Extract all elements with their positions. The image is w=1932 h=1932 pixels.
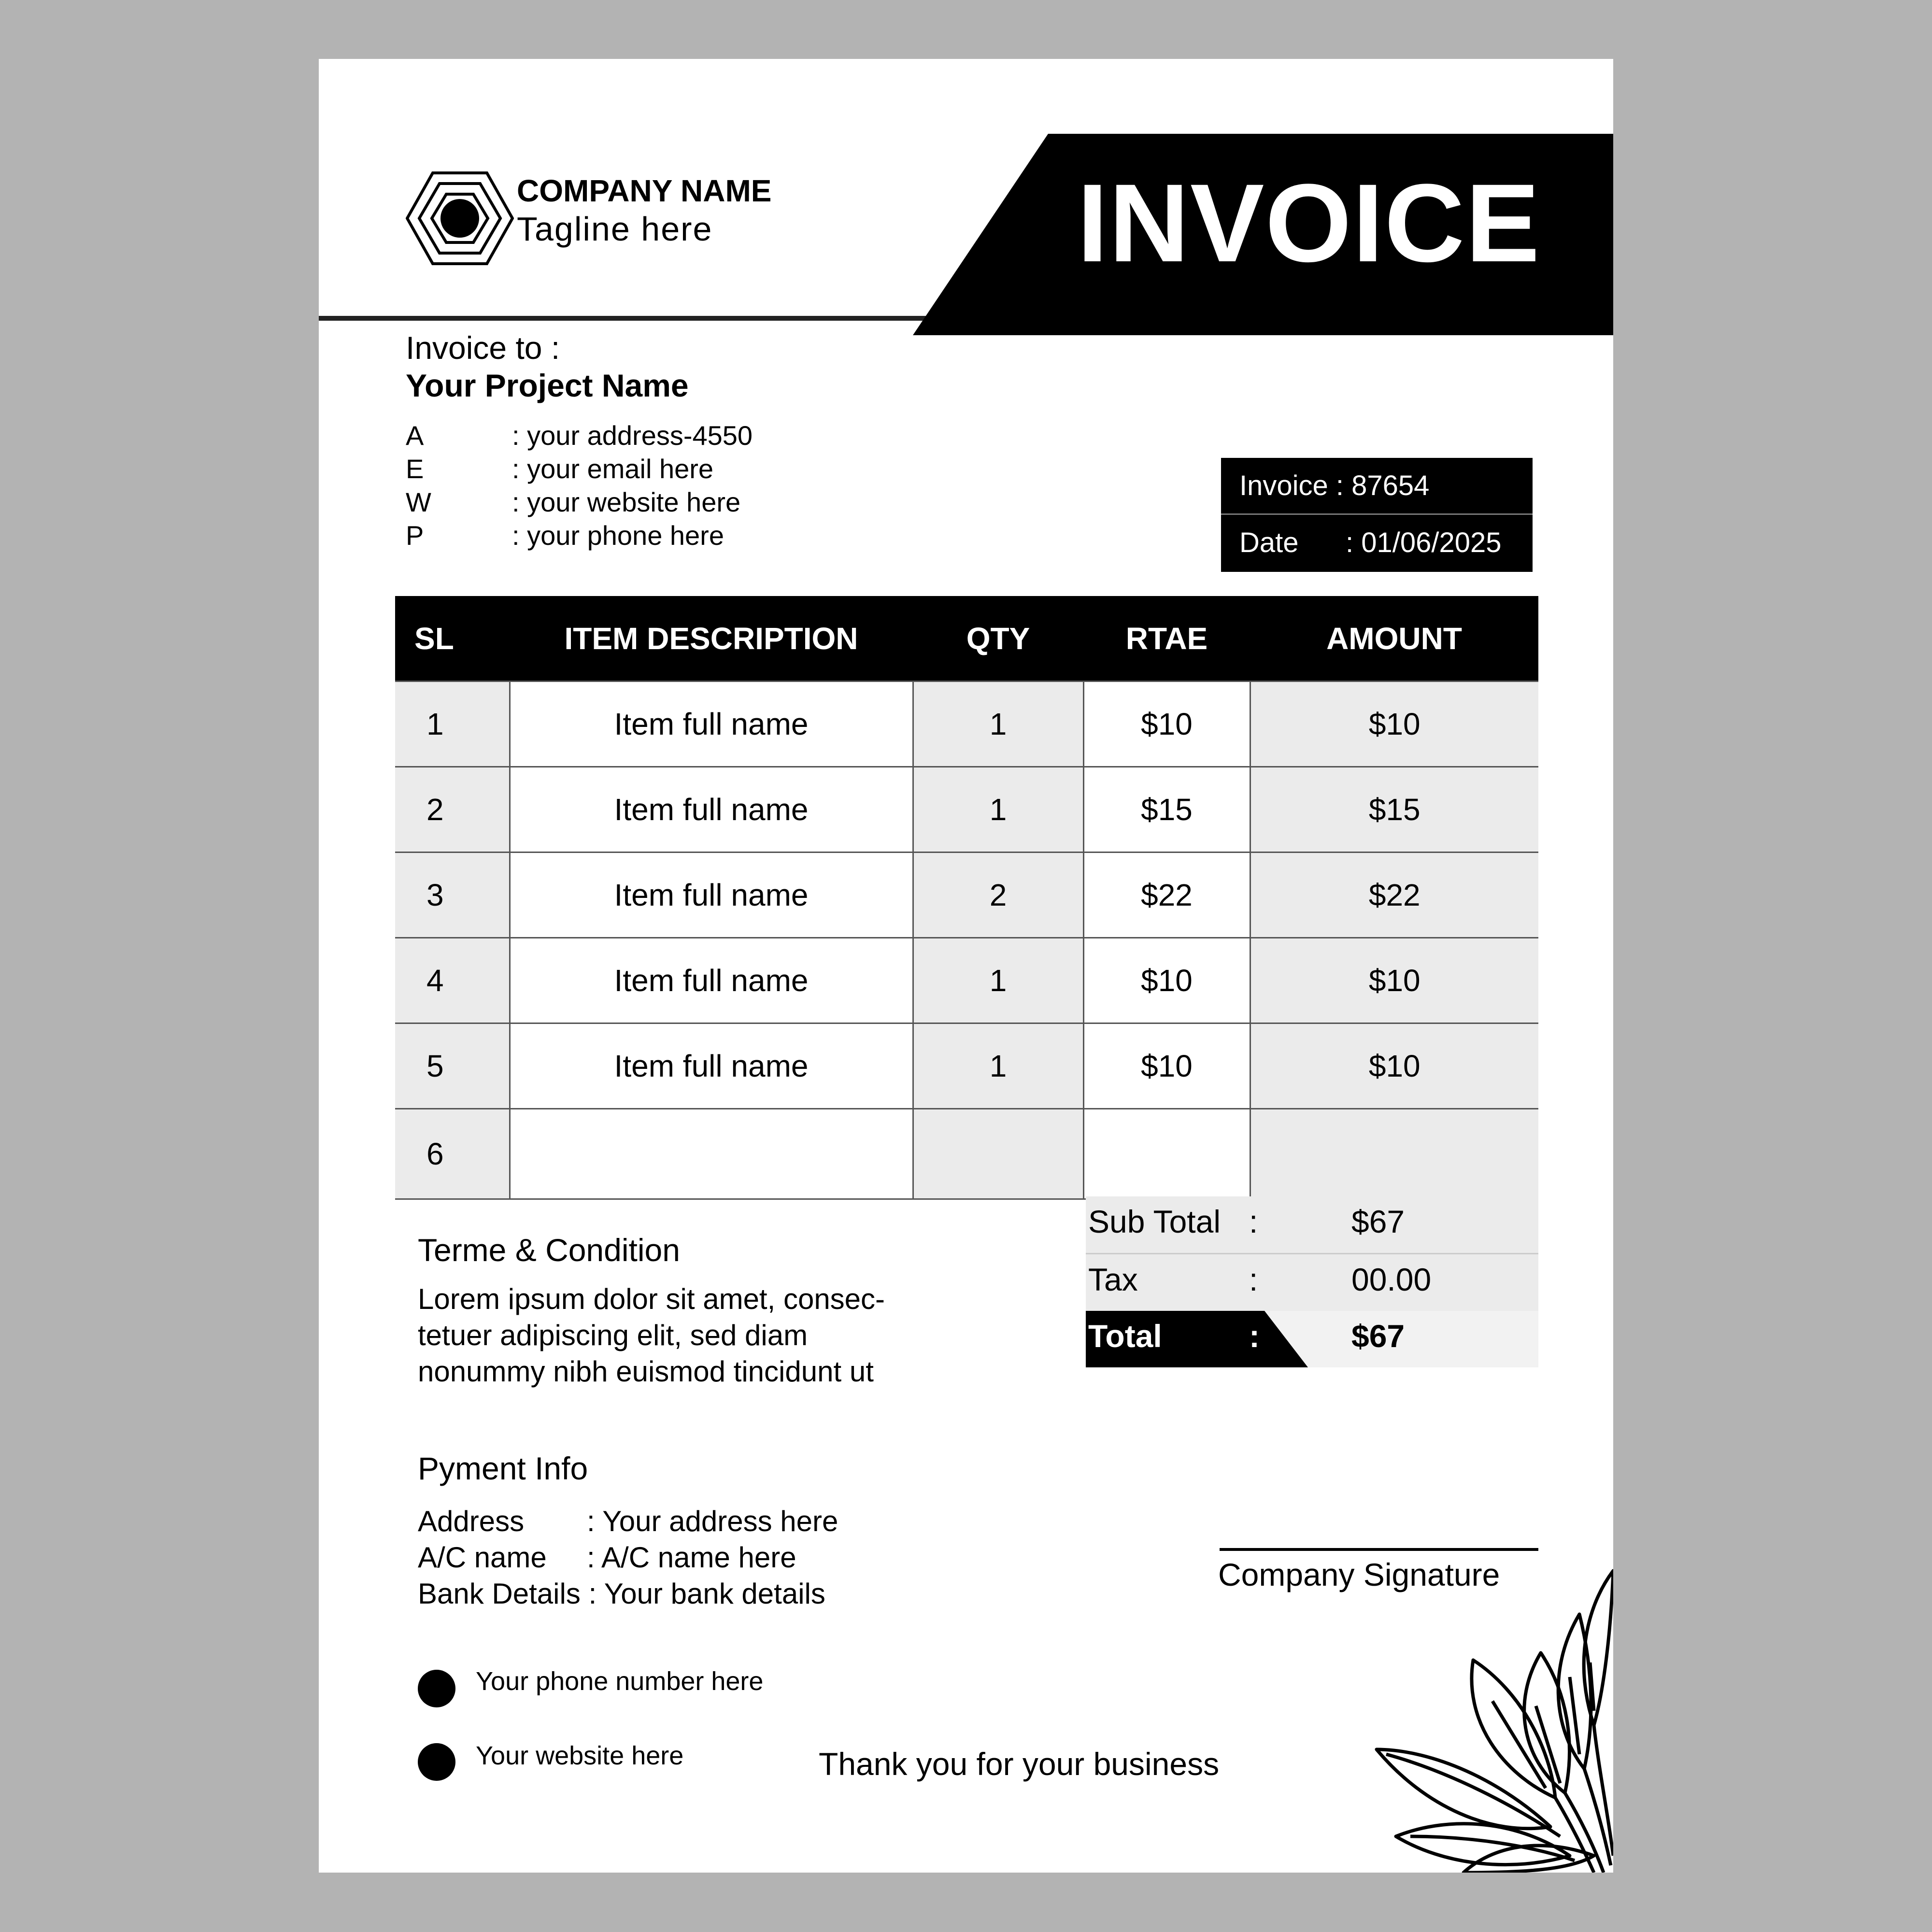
contact-row-email [406, 452, 753, 485]
cell-qty: 1 [913, 938, 1083, 1023]
contact-row-phone [406, 519, 753, 552]
tax-value: 00.00 [1351, 1262, 1432, 1297]
tax-colon: : [1249, 1262, 1258, 1297]
signature-line [1220, 1548, 1538, 1551]
cell-description: Item full name [510, 1023, 913, 1109]
cell-qty: 2 [913, 852, 1083, 938]
items-table [395, 596, 1538, 1200]
contact-value: : your phone here [512, 520, 724, 551]
table-row [395, 938, 1538, 1023]
cell-qty [913, 1109, 1083, 1199]
header-divider [319, 316, 927, 321]
payment-key: A/C name [418, 1541, 547, 1574]
payment-value: : A/C name here [587, 1541, 796, 1574]
invoice-date-label: Date [1239, 527, 1299, 558]
total-colon: : [1249, 1318, 1260, 1354]
contact-key: W [406, 487, 431, 517]
cell-sl: 6 [395, 1109, 510, 1199]
payment-value: : Your bank details [588, 1577, 825, 1610]
website-bullet-icon [418, 1743, 455, 1781]
invoice-date: : 01/06/2025 [1346, 527, 1502, 558]
contact-value: : your email here [512, 454, 714, 484]
cell-rate: $10 [1083, 1023, 1250, 1109]
terms-line: tetuer adipiscing elit, sed diam [418, 1319, 808, 1351]
terms-text [418, 1281, 885, 1390]
terms-title: Terme & Condition [418, 1232, 680, 1268]
invoice-date-row [1221, 513, 1533, 570]
contact-key: P [406, 520, 424, 551]
contact-key: A [406, 420, 424, 451]
company-name: COMPANY NAME [517, 173, 772, 208]
invoice-title: INVOICE [1077, 161, 1541, 285]
cell-amount: $15 [1250, 767, 1538, 852]
payment-value: : Your address here [587, 1505, 838, 1537]
cell-description: Item full name [510, 938, 913, 1023]
tax-label: Tax [1088, 1262, 1138, 1297]
payment-info [418, 1503, 838, 1612]
invoice-page [319, 59, 1613, 1873]
table-row [395, 682, 1538, 767]
payment-row-address [418, 1503, 838, 1539]
total-label: Total [1088, 1318, 1162, 1354]
cell-rate: $22 [1083, 852, 1250, 938]
payment-key: Bank Details [418, 1577, 581, 1610]
payment-row-ac-name [418, 1539, 838, 1576]
cell-amount: $10 [1250, 682, 1538, 767]
cell-rate: $15 [1083, 767, 1250, 852]
cell-amount [1250, 1109, 1538, 1199]
subtotal-colon: : [1249, 1204, 1258, 1239]
payment-info-title: Pyment Info [418, 1450, 588, 1486]
cell-amount: $22 [1250, 852, 1538, 938]
cell-rate [1083, 1109, 1250, 1199]
subtotal-row [1086, 1196, 1538, 1253]
payment-key: Address [418, 1505, 525, 1537]
invoice-number-label: Invoice : [1239, 470, 1344, 501]
bill-to-name: Your Project Name [406, 368, 689, 403]
cell-qty: 1 [913, 682, 1083, 767]
thank-you-message: Thank you for your business [819, 1746, 1220, 1782]
cell-qty: 1 [913, 1023, 1083, 1109]
terms-line: Lorem ipsum dolor sit amet, consec- [418, 1283, 885, 1315]
cell-sl: 5 [395, 1023, 510, 1109]
total-value: $67 [1351, 1318, 1405, 1354]
table-header-row [395, 596, 1538, 682]
table-row [395, 1023, 1538, 1109]
cell-description: Item full name [510, 767, 913, 852]
tax-row [1086, 1253, 1538, 1311]
totals-summary [1086, 1196, 1538, 1367]
signature-label: Company Signature [1218, 1557, 1500, 1592]
subtotal-label: Sub Total [1088, 1204, 1221, 1239]
cell-sl: 3 [395, 852, 510, 938]
bill-to-contacts [406, 419, 753, 552]
hexagon-logo-icon [406, 171, 514, 265]
cell-description: Item full name [510, 852, 913, 938]
terms-line: nonummy nibh euismod tincidunt ut [418, 1355, 874, 1388]
cell-rate: $10 [1083, 682, 1250, 767]
header-rate: RTAE [1083, 596, 1250, 682]
header-amount: AMOUNT [1250, 596, 1538, 682]
contact-value: : your address-4550 [512, 420, 753, 451]
header-qty: QTY [913, 596, 1083, 682]
table-row [395, 852, 1538, 938]
cell-sl: 4 [395, 938, 510, 1023]
contact-row-website [406, 485, 753, 519]
header-item-description: ITEM DESCRIPTION [510, 596, 913, 682]
company-tagline: Tagline here [517, 210, 713, 248]
footer-website: Your website here [476, 1741, 684, 1770]
cell-rate: $10 [1083, 938, 1250, 1023]
invoice-meta-box [1221, 458, 1533, 572]
cell-amount: $10 [1250, 938, 1538, 1023]
footer-phone: Your phone number here [476, 1667, 764, 1696]
header-sl: SL [395, 596, 510, 682]
cell-description [510, 1109, 913, 1199]
contact-value: : your website here [512, 487, 741, 517]
bill-to-label: Invoice to : [406, 330, 560, 366]
subtotal-value: $67 [1351, 1204, 1405, 1239]
phone-bullet-icon [418, 1670, 455, 1707]
contact-key: E [406, 454, 424, 484]
cell-amount: $10 [1250, 1023, 1538, 1109]
cell-sl: 2 [395, 767, 510, 852]
table-row [395, 1109, 1538, 1199]
cell-qty: 1 [913, 767, 1083, 852]
leaf-branch-icon [1367, 1566, 1613, 1873]
contact-row-address [406, 419, 753, 452]
cell-description: Item full name [510, 682, 913, 767]
payment-row-bank [418, 1576, 838, 1612]
invoice-number: 87654 [1351, 470, 1430, 501]
table-row [395, 767, 1538, 852]
invoice-number-row [1221, 458, 1533, 513]
total-row [1086, 1311, 1538, 1367]
cell-sl: 1 [395, 682, 510, 767]
